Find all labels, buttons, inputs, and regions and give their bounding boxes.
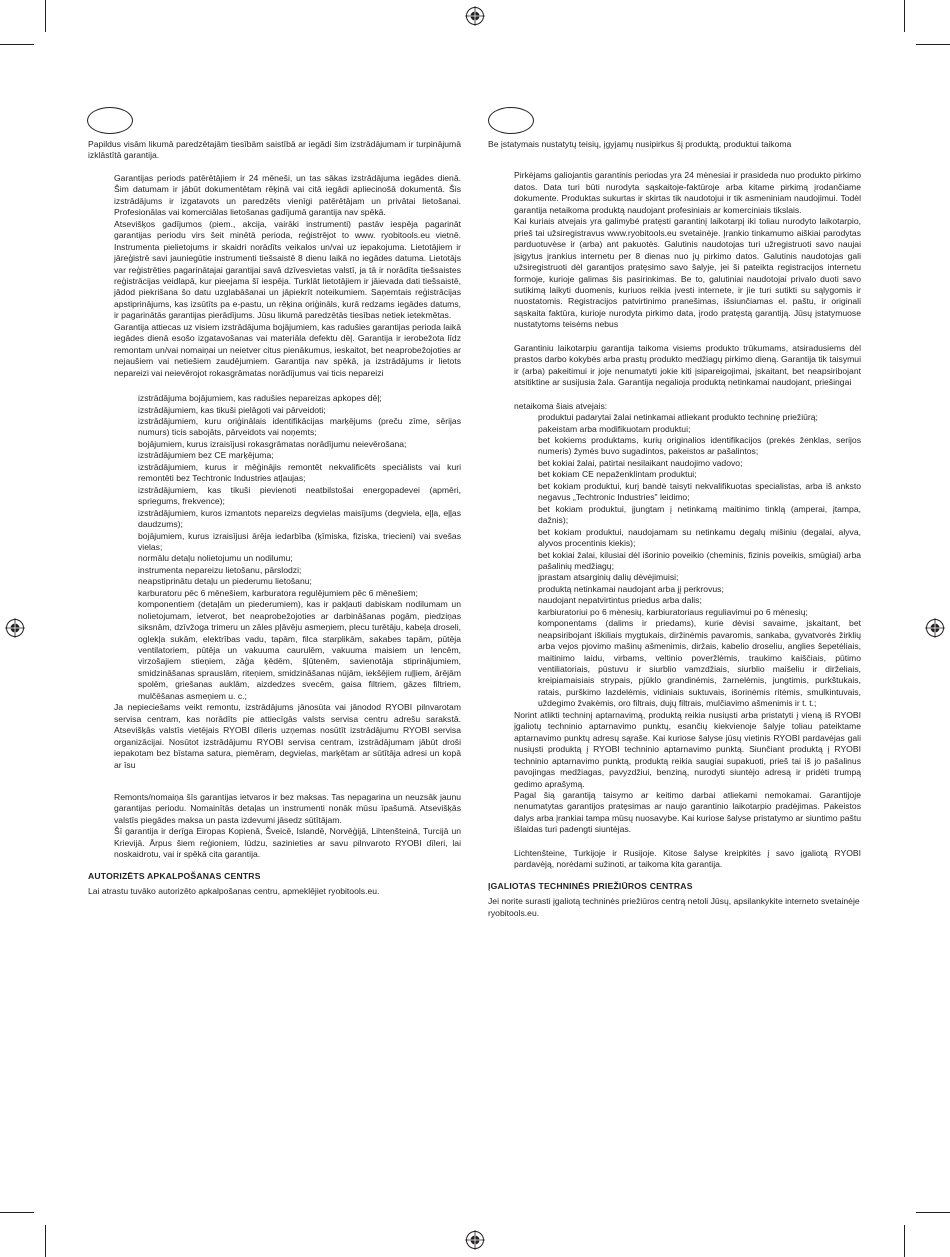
crop-mark <box>904 1225 905 1257</box>
list-item: normālu detaļu nolietojumu un nodilumu; <box>138 553 293 564</box>
registration-mark-icon <box>5 618 25 638</box>
paragraph: Atsevišķos gadījumos (piem., akcija, vairāki instrumenti) pastāv iespēja pagarināt garantijas periodu virs šeit minētā perioda, reģistrējot to www. ryobitools.eu vietnē. Instrumenta pielietojums ir skaidri norādīts veikalos un/vai uz iepakojuma. Lietotājiem ir jāreģistrē savi jauniegūtie instrumenti tiešsaistē 8 dienu laikā no iegādes datuma. Lietotājs var reģistrēties pagarinātajai garantijai savā dzīvesvietas valstī, ja tā ir norādīta tiešsaistes reģistrācijas veidlapā, kur pieejama šī iespēja. Turklāt lietotājiem ir jāievada dati tiešsaistē, jādod piekrišana šo datu uzglabāšanai un jāpiekrīt noteikumiem. Saņemtais reģistrācijas apstiprinājums, kas izsūtīts pa e-pastu, un rēķina oriģināls, kurā redzams iegādes datums, ir pagarinātās garantijas pierādījums. Jūsu likumā paredzētās tiesības netiek ietekmētas. <box>114 218 461 321</box>
list-item: bet kokiam produktui, įjungtam į netinkamą maitinimo tinklą (amperai, įtampa, dažnis); <box>538 503 861 526</box>
paragraph: Pirkėjams galiojantis garantinis periodas yra 24 mėnesiai ir prasideda nuo produkto pirkimo datos. Data turi būti nurodyta sąskaitoje-faktūroje arba kitame pirkimą įrodančiame dokumente. Produktas sukurtas ir skirtas tik naudotojui ir tik asmeniniam naudojimui. Todėl garantija netaikoma produktą naudojant profesiniais ar komerciniais tikslais. <box>514 170 861 215</box>
crop-mark <box>916 1212 950 1213</box>
service-center-text: Jei norite surasti įgaliotą techninės priežiūros centrą netoli Jūsų, apsilankykite interneto svetainėje ryobitools.eu. <box>488 896 860 918</box>
list-item: izstrādājumiem, kuros izmantots nepareizs degvielas maisījums (degviela, eļļa, eļļas daudzums); <box>138 507 461 530</box>
list-item: izstrādājumiem, kuru oriģinālais identifikācijas marķējums (preču zīme, sērijas numurs) ticis sabojāts, pārveidots vai noņemts; <box>138 415 461 438</box>
intro-text: Papildus visām likumā paredzētajām tiesībām saistībā ar iegādi šim izstrādājumam ir turpinājumā izklāstītā garantija. <box>88 139 461 161</box>
paragraph: Kai kuriais atvejais yra galimybė pratęsti garantinį laikotarpį iki toliau nurodyto laikotarpio, prieš tai užsiregistravus www.ryobitools.eu svetainėje. Įrankio tinkamumo aiškiai parodytas parduotuvėse ir (arba) ant pakuotės. Galutinis naudotojas turi užregistruoti savo naujai įsigytus įrankius internetu per 8 dienas nuo jų pirkimo datos. Galutinis naudotojas gali užsiregistruoti dėl garantijos pratęsimo savo šalyje, jei ši pateikta registracijos internetu formoje, kurioje galimas šis pasirinkimas. Be to, galutiniai naudotojai privalo duoti savo sutikimą laikyti duomenis, kuriuos reikia įvesti internete, ir jie turi sutikti su sąlygomis ir nuostatomis. Registracijos patvirtinimo pranešimas, išsiunčiamas el. paštu, ir originali sąskaita faktūra, kurioje nurodyta pirkimo data, įrodo pratęstą garantiją. Jūsų įstatymuose nustatytoms teisėms nebus <box>514 216 861 330</box>
list-item: komponentiem (detaļām un piederumiem), kas ir pakļauti dabiskam nodilumam un nolietojumam, ietverot, bet neaprobežojoties ar darbināšanas pogām, piedziņas siksnām, dzīvžoga trimeru un zāles pļāvēju asmeņiem, plecu turētāju, kabeļa droseli, oglekļa sukām, elektrības vadu, tapām, filca starplikām, sakabes tapām, pūtēja ventilatoriem, pūtēja un vakuuma caurulēm, vakuuma maisiem un lencēm, virzošajiem stieņiem, zāģa ķēdēm, šļūtenēm, savienotāja stiprinājumiem, smidzināšanas sprauslām, riteņiem, smidzināšanas nūjām, iekšējiem ruļļiem, ārējām spolēm, griešanas auklām, aizdedzes svecēm, gaisa filtriem, gāzes filtriem, mulčēšanas asmeņiem u. c.; <box>138 599 461 701</box>
paragraph: Pagal šią garantiją taisymo ar keitimo darbai atliekami nemokamai. Garantijoje nenumatytas garantijos pratęsimas ar naujo garantinio laikotarpio pradėjimas. Pakeistos dalys arba įrankiai tampa mūsų nuosavybe. Kai kuriose šalyse pristatymo ar siuntimo paštu išlaidas turi padengti siuntėjas. <box>514 790 861 835</box>
language-badge-lt <box>488 107 534 134</box>
list-item: komponentams (dalims ir priedams), kurie dėvisi savaime, įskaitant, bet neapsiribojant iškiliais mygtukais, diržinėmis pavaromis, sankaba, gyvatvorės žirklių arba vejos pjovimo mašinų ašmenimis, diržais, kabelio droseliu, anglies šepetėliais, maitinimo laidu, virbams, veltinio poveržlėmis, traukimo kaiščiais, pūtimo ventiliatoriais, pūstuvu ir siurblio vamzdžiais, siurblio maišeliu ir dirželiais, kreipiamaisiais strypais, pjūklo grandinėmis, žarnelėmis, jungtimis, purkštukais, ratais, purškimo lazdelėmis, vidiniais suktuvais, išorinėmis ritėmis, smulkintuvais, uždegimo žvakėmis, oro filtrais, dujų filtrais, mulčiavimo ašmenimis ir t. t.; <box>538 618 861 709</box>
list-item: bet kokiam produktui, kurį bandė taisyti nekvalifikuotas specialistas, arba iš anksto negavus „Techtronic Industries" leidimo; <box>538 480 861 503</box>
list-item: bet kokiam produktui, naudojamam su netinkamu degalų mišiniu (degalai, alyva, alyvos procentinis kiekis); <box>538 526 861 549</box>
paragraph: Remonts/nomaiņa šīs garantijas ietvaros ir bez maksas. Tas nepagarina un neuzsāk jaunu garantijas periodu. Nomainītās detaļas un instrumenti nonāk mūsu īpašumā. Atsevišķās valstīs piegādes maksa un pasta izdevumi jāsedz sūtītājam. <box>114 792 461 825</box>
list-item: pakeistam arba modifikuotam produktui; <box>538 423 691 434</box>
paragraph: netaikoma šiais atvejais: <box>514 400 608 411</box>
list-item: bojājumiem, kurus izraisījusi ārēja iedarbība (ķīmiska, fiziska, triecieni) vai svešas vielas; <box>138 530 461 552</box>
list-item: izstrādājuma bojājumiem, kas radušies nepareizas apkopes dēļ; <box>138 393 382 404</box>
list-item: izstrādājumiem bez CE marķējuma; <box>138 450 274 461</box>
list-item: karbiuratoriui po 6 mėnesių, karbiuratoriaus reguliavimui po 6 mėnesių; <box>538 606 808 617</box>
crop-mark <box>0 1212 34 1213</box>
crop-mark <box>916 44 950 45</box>
list-item: produktui padarytai žalai netinkamai atliekant produkto techninę priežiūrą; <box>538 412 818 423</box>
list-item: izstrādājumiem, kas tikuši pievienoti neatbilstošai energopadevei (apmēri, spriegums, frekvence); <box>138 484 461 507</box>
list-item: bet kokiai žalai, patirtai nesilaikant naudojimo vadovo; <box>538 457 743 468</box>
service-center-heading: ĮGALIOTAS TECHNINĖS PRIEŽIŪROS CENTRAS <box>488 880 693 891</box>
list-item: izstrādājumiem, kas tikuši pielāgoti vai pārveidoti; <box>138 404 326 415</box>
list-item: bet kokiems produktams, kurių originalios identifikacijos (prekės ženklas, serijos numeris) žymės buvo sugadintos, pakeistos ar pašalintos; <box>538 434 861 457</box>
paragraph: Garantijas periods patērētājiem ir 24 mēneši, un tas sākas izstrādājuma iegādes dienā. Šim datumam ir jābūt dokumentētam rēķinā vai citā iegādi apliecinošā dokumentā. Šis izstrādājums ir izgatavots un paredzēts vienīgi patērētājam un privātai lietošanai. Profesionālas vai komerciālas lietošanas gadījumā garantija nav spēkā. <box>114 172 461 218</box>
registration-mark-icon <box>925 618 945 638</box>
crop-mark <box>904 0 905 32</box>
list-item: įprastam atsarginių dalių dėvėjimuisi; <box>538 572 679 583</box>
list-item: produktą netinkamai naudojant arba jį perkrovus; <box>538 583 724 594</box>
crop-mark <box>0 44 34 45</box>
list-item: karburatoru pēc 6 mēnešiem, karburatora regulējumiem pēc 6 mēnešiem; <box>138 587 418 598</box>
warranty-body <box>488 710 861 871</box>
service-center-text: Lai atrastu tuvāko autorizēto apkalpošanas centru, apmeklējiet ryobitools.eu. <box>88 886 380 897</box>
list-item: bojājumiem, kurus izraisījusi rokasgrāmatas norādījumu neievērošana; <box>138 438 407 449</box>
paragraph: Garantiniu laikotarpiu garantija taikoma visiems produkto trūkumams, atsiradusiems dėl prastos darbo kokybės arba prastų produkto medžiagų pirkimo dieną. Garantija tik taisymui ir (arba) pakeitimui ir joje nenumatyti jokie kiti įsipareigojimai, įskaitant, bet neapsiribojant atsitiktine ar susijusia žala. Garantija negalioja produktą netinkamai naudojant, priešingai <box>514 342 861 388</box>
warranty-body <box>488 170 861 412</box>
paragraph: Šī garantija ir derīga Eiropas Kopienā, Šveicē, Islandē, Norvēģijā, Lihtenšteinā, Turcijā un Krievijā. Ārpus šiem reģioniem, lūdzu, sazinieties ar savu pilnvaroto RYOBI dīleri, lai noskaidrotu, vai ir spēkā cita garantija. <box>114 826 461 860</box>
warranty-body <box>88 702 461 860</box>
paragraph: Garantija attiecas uz visiem izstrādājuma bojājumiem, kas radušies garantijas perioda laikā iegādes dienā esošo izgatavošanas vai materiāla defektu dēļ. Garantija ir ierobežota līdz remontam un/vai nomaiņai un neietver citus pienākumus, ieskaitot, bet neaprobežojoties ar nejaušiem vai netiešiem zaudējumiem. Garantija nav spēkā, ja izstrādājums ir lietots nepareizi vai neievērojot rokasgrāmatas norādījumus vai ticis nepareizi <box>114 321 461 378</box>
warranty-column-lv <box>88 139 461 898</box>
paragraph: Lichtenšteine, Turkijoje ir Rusijoje. Kitose šalyse kreipkitės į savo įgaliotą RYOBI pardavėją, norėdami sužinoti, ar taikoma kita garantija. <box>514 847 861 870</box>
paragraph: Norint atlikti techninį aptarnavimą, produktą reikia nusiųsti arba pristatyti į vieną iš RYOBI įgaliotų techninio aptarnavimo punktų, esančių kiekvienoje šalyje toliau pateiktame aptarnavimo punktų adresų sąraše. Kai kuriose šalyse jūsų vietinis RYOBI pardavėjas gali nusiųsti produktą į RYOBI techninio aptarnavimo punktą. Siunčiant produktą į RYOBI techninio aptarnavimo punktą, produktą reikia saugiai supakuoti, prieš tai iš jo pašalinus pavojingas medžiagas, pavyzdžiui, benziną, nurodyti siuntėjo adresą ir pridėti trumpą gedimo aprašymą. <box>514 709 861 789</box>
exclusion-list <box>488 412 861 710</box>
warranty-body <box>88 173 461 379</box>
intro-text: Be įstatymais nustatytų teisių, įgyjamų nusipirkus šį produktą, produktui taikoma <box>488 139 792 149</box>
language-badge-lv <box>87 107 133 134</box>
list-item: bet kokiai žalai, kilusiai dėl išorinio poveikio (cheminis, fizinis poveikis, smūgiai) arba pašalinių medžiagų; <box>538 549 861 571</box>
registration-mark-icon <box>465 1230 485 1250</box>
list-item: neapstiprinātu detaļu un piederumu lietošanu; <box>138 576 312 587</box>
list-item: bet kokiam CE nepaženklintam produktui; <box>538 469 697 480</box>
list-item: izstrādājumiem, kurus ir mēģinājis remontēt nekvalificēts speciālists vai kuri remontēti bez Techtronic Industries atļaujas; <box>138 461 461 484</box>
warranty-column-lt <box>488 139 861 919</box>
service-center-heading: AUTORIZĒTS APKALPOŠANAS CENTRS <box>88 870 261 881</box>
list-item: naudojant nepatvirtintus priedus arba dalis; <box>538 595 702 606</box>
crop-mark <box>45 1225 46 1257</box>
crop-mark <box>45 0 46 32</box>
list-item: instrumenta nepareizu lietošanu, pārslodzi; <box>138 564 302 575</box>
exclusion-list <box>88 393 461 702</box>
paragraph: Ja nepieciešams veikt remontu, izstrādājums jānosūta vai jānodod RYOBI pilnvarotam servisa centram, kas norādīts pie attiecīgās valsts servisa centru adrešu sarakstā. Atsevišķās valstīs vietējais RYOBI dīleris uzņemas nosūtīt izstrādājumu RYOBI servisa organizācijai. Nosūtot izstrādājumu RYOBI servisa centram, izstrādājumam jābūt droši iepakotam bez bīstama satura, piemēram, degvielas, marķētam ar sūtītāja adresi un kopā ar īsu <box>114 702 461 770</box>
registration-mark-icon <box>465 6 485 26</box>
